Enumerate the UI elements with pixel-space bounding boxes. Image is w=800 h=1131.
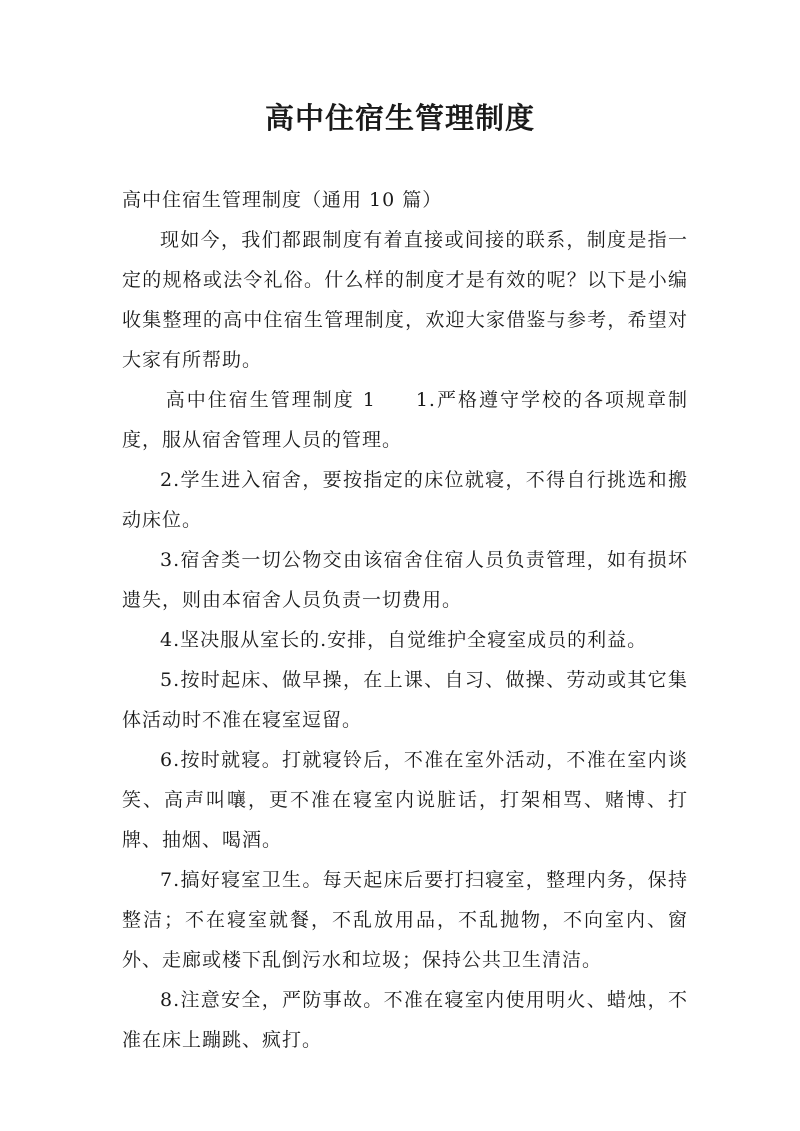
section-paragraph-1 — [122, 380, 688, 460]
rule-item: 2.学生进入宿舍，要按指定的床位就寝，不得自行挑选和搬动床位。 — [122, 469, 688, 531]
rule-item: 6.按时就寝。打就寝铃后，不准在室外活动，不准在室内谈笑、高声叫嚷，更不准在寝室内说脏话，打架相骂、赌博、打牌、抽烟、喝酒。 — [122, 749, 688, 851]
rule-item: 3.宿舍类一切公物交由该宿舍住宿人员负责管理，如有损坏遗失，则由本宿舍人员负责一切费用。 — [122, 549, 688, 611]
document-subtitle: 高中住宿生管理制度（通用 10 篇） — [122, 189, 443, 211]
rule-item: 4.坚决服从室长的.安排，自觉维护全寝室成员的利益。 — [160, 629, 648, 651]
rule-item: 1.严格遵守学校的各项规章制度，服从宿舍管理人员的管理。 — [122, 389, 688, 451]
rule-item: 5.按时起床、做早操，在上课、自习、做操、劳动或其它集体活动时不准在寝室逗留。 — [122, 669, 688, 731]
page-title: 高中住宿生管理制度 — [264, 101, 535, 135]
section-heading: 高中住宿生管理制度 1 — [165, 389, 376, 411]
intro-paragraph: 现如今，我们都跟制度有着直接或间接的联系，制度是指一定的规格或法令礼俗。什么样的制度才是有效的呢？以下是小编收集整理的高中住宿生管理制度，欢迎大家借鉴与参考，希望对大家有所帮助。 — [122, 229, 688, 371]
document-body — [122, 180, 688, 1060]
rule-item: 8.注意安全，严防事故。不准在寝室内使用明火、蜡烛，不准在床上蹦跳、疯打。 — [122, 989, 688, 1051]
rule-item: 7.搞好寝室卫生。每天起床后要打扫寝室，整理内务，保持整洁；不在寝室就餐，不乱放用品，不乱抛物，不向室内、窗外、走廊或楼下乱倒污水和垃圾；保持公共卫生清洁。 — [122, 869, 688, 971]
